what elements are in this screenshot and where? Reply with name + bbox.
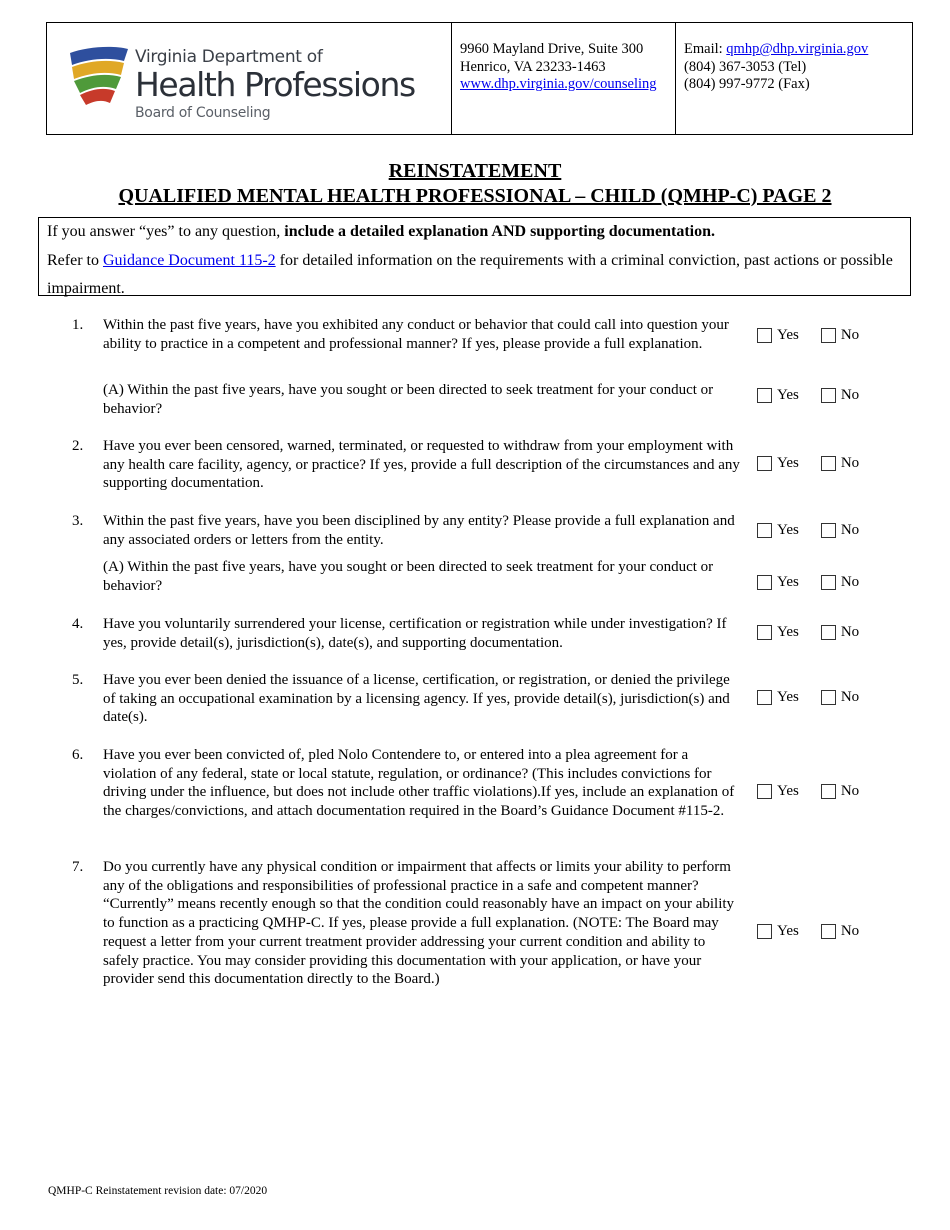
question-text: Have you ever been convicted of, pled Nolo Contendere to, or entered into a plea agreement for a violation of any federal, state or local statute, regulation, or ordinance? (This includes convictions for driving under the influence, but does not include other traffic violations).If yes, include an explanation of the charges/convictions, and attach documentation required in the Board’s Guidance Document #115-2. [103, 747, 735, 820]
address-line-1: 9960 Mayland Drive, Suite 300 [460, 41, 644, 57]
website-link[interactable]: www.dhp.virginia.gov/counseling [460, 76, 657, 92]
question-text: Have you ever been censored, warned, terminated, or requested to withdraw from your employment with any health care facility, agency, or practice? If yes, provide a full description of the circumstances and any supporting documentation. [103, 438, 740, 492]
instructions-line-2 [47, 247, 902, 304]
guidance-document-link[interactable]: Guidance Document 115-2 [102, 251, 276, 269]
yes-checkbox[interactable] [757, 690, 772, 705]
no-checkbox[interactable] [821, 523, 836, 538]
yes-label: Yes [777, 624, 799, 640]
yes-label: Yes [777, 689, 799, 705]
question-text: Within the past five years, have you exhibited any conduct or behavior that could call into question your ability to practice in a competent and professional manner? If yes, please provide a full explanation. [103, 317, 729, 352]
yes-no-group [757, 574, 859, 591]
question-text: Do you currently have any physical condition or impairment that affects or limits your ability to perform any of the obligations and responsibilities of professional practice in a safe and competent manner? “Currently” means recently enough so that the condition could reasonably have an impact on your ability to function as a practicing QMHP-C. If yes, please provide a full explanation. (NOTE: The Board may request a letter from your current treatment provider addressing your current condition and ability to safely practice. You may consider providing this documentation with your application, or have your provider send this documentation directly to the Board.) [103, 859, 735, 988]
yes-label: Yes [777, 923, 799, 939]
yes-no-group [757, 624, 859, 641]
yes-no-group [757, 923, 859, 940]
question-number: 5. [72, 672, 84, 688]
logo-wordmark [135, 47, 415, 121]
no-checkbox[interactable] [821, 690, 836, 705]
question-number: 7. [72, 859, 84, 875]
logo-department: Virginia Department of [135, 47, 323, 67]
yes-label: Yes [777, 327, 799, 343]
logo-board: Board of Counseling [135, 105, 271, 121]
instructions-text: If you answer “yes” to any question, [47, 223, 285, 240]
question-number: 1. [72, 317, 84, 333]
no-checkbox[interactable] [821, 924, 836, 939]
question-text: (A) Within the past five years, have you sought or been directed to seek treatment for your conduct or behavior? [103, 559, 714, 594]
page-subtitle: QUALIFIED MENTAL HEALTH PROFESSIONAL – CHILD (QMHP-C) PAGE 2 [118, 185, 832, 207]
yes-label: Yes [777, 783, 799, 799]
question-number: 2. [72, 438, 84, 454]
yes-checkbox[interactable] [757, 575, 772, 590]
question-text: Have you ever been denied the issuance of a license, certification, or registration, or denied the privilege of taking an occupational examination by a licensing agency. If yes, provide detail(s), jurisdiction(s) and date(s). [103, 672, 730, 726]
yes-label: Yes [777, 455, 799, 471]
yes-checkbox[interactable] [757, 456, 772, 471]
no-checkbox[interactable] [821, 456, 836, 471]
yes-checkbox[interactable] [757, 784, 772, 799]
yes-label: Yes [777, 522, 799, 538]
instructions-bold-text: include a detailed explanation AND supporting documentation. [284, 223, 715, 240]
no-label: No [840, 327, 860, 343]
no-checkbox[interactable] [821, 784, 836, 799]
yes-checkbox[interactable] [757, 625, 772, 640]
yes-checkbox[interactable] [757, 924, 772, 939]
yes-no-group [757, 387, 859, 404]
question-number: 6. [72, 747, 84, 763]
no-checkbox[interactable] [821, 575, 836, 590]
instructions-line-1 [47, 218, 902, 247]
logo-health-professions: Health Professions [135, 65, 415, 104]
contact-cell [676, 23, 912, 134]
yes-checkbox[interactable] [757, 328, 772, 343]
dhp-logo-icon [66, 43, 130, 107]
no-label: No [840, 923, 860, 939]
page-title: REINSTATEMENT [388, 160, 562, 182]
yes-no-group [757, 783, 859, 800]
yes-checkbox[interactable] [757, 523, 772, 538]
instructions-box [38, 217, 911, 296]
question-text: Have you voluntarily surrendered your license, certification or registration while under investigation? If yes, provide detail(s), jurisdiction(s), date(s), and supporting documentation. [103, 616, 727, 651]
email-line [684, 41, 912, 59]
no-label: No [840, 783, 860, 799]
revision-date-footer: QMHP-C Reinstatement revision date: 07/2020 [48, 1185, 268, 1197]
address-line-2: Henrico, VA 23233-1463 [460, 58, 606, 75]
email-link[interactable]: qmhp@dhp.virginia.gov [726, 41, 869, 57]
no-checkbox[interactable] [821, 388, 836, 403]
question-text: (A) Within the past five years, have you sought or been directed to seek treatment for your conduct or behavior? [103, 382, 714, 417]
yes-checkbox[interactable] [757, 388, 772, 403]
yes-no-group [757, 522, 859, 539]
address-cell [452, 23, 676, 134]
phone-number: (804) 367-3053 (Tel) [684, 58, 807, 75]
no-label: No [840, 574, 860, 590]
yes-label: Yes [777, 574, 799, 590]
no-label: No [840, 387, 860, 403]
no-checkbox[interactable] [821, 625, 836, 640]
yes-no-group [757, 689, 859, 706]
yes-no-group [757, 455, 859, 472]
yes-no-group [757, 327, 859, 344]
no-label: No [840, 522, 860, 538]
yes-label: Yes [777, 387, 799, 403]
fax-number: (804) 997-9772 (Fax) [684, 76, 810, 92]
no-checkbox[interactable] [821, 328, 836, 343]
no-label: No [840, 455, 860, 471]
refer-text: Refer to [47, 251, 103, 269]
refer-suffix-text: for detailed information on the requirements with a criminal conviction, past actions or possible impairment. [47, 251, 893, 297]
logo-cell [47, 23, 452, 134]
question-number: 4. [72, 616, 84, 632]
question-text: Within the past five years, have you been disciplined by any entity? Please provide a full explanation and any associated orders or letters from the entity. [103, 513, 735, 548]
email-label: Email: [684, 41, 727, 57]
letterhead-table [46, 22, 913, 135]
no-label: No [840, 624, 860, 640]
question-number: 3. [72, 513, 84, 529]
no-label: No [840, 689, 860, 705]
